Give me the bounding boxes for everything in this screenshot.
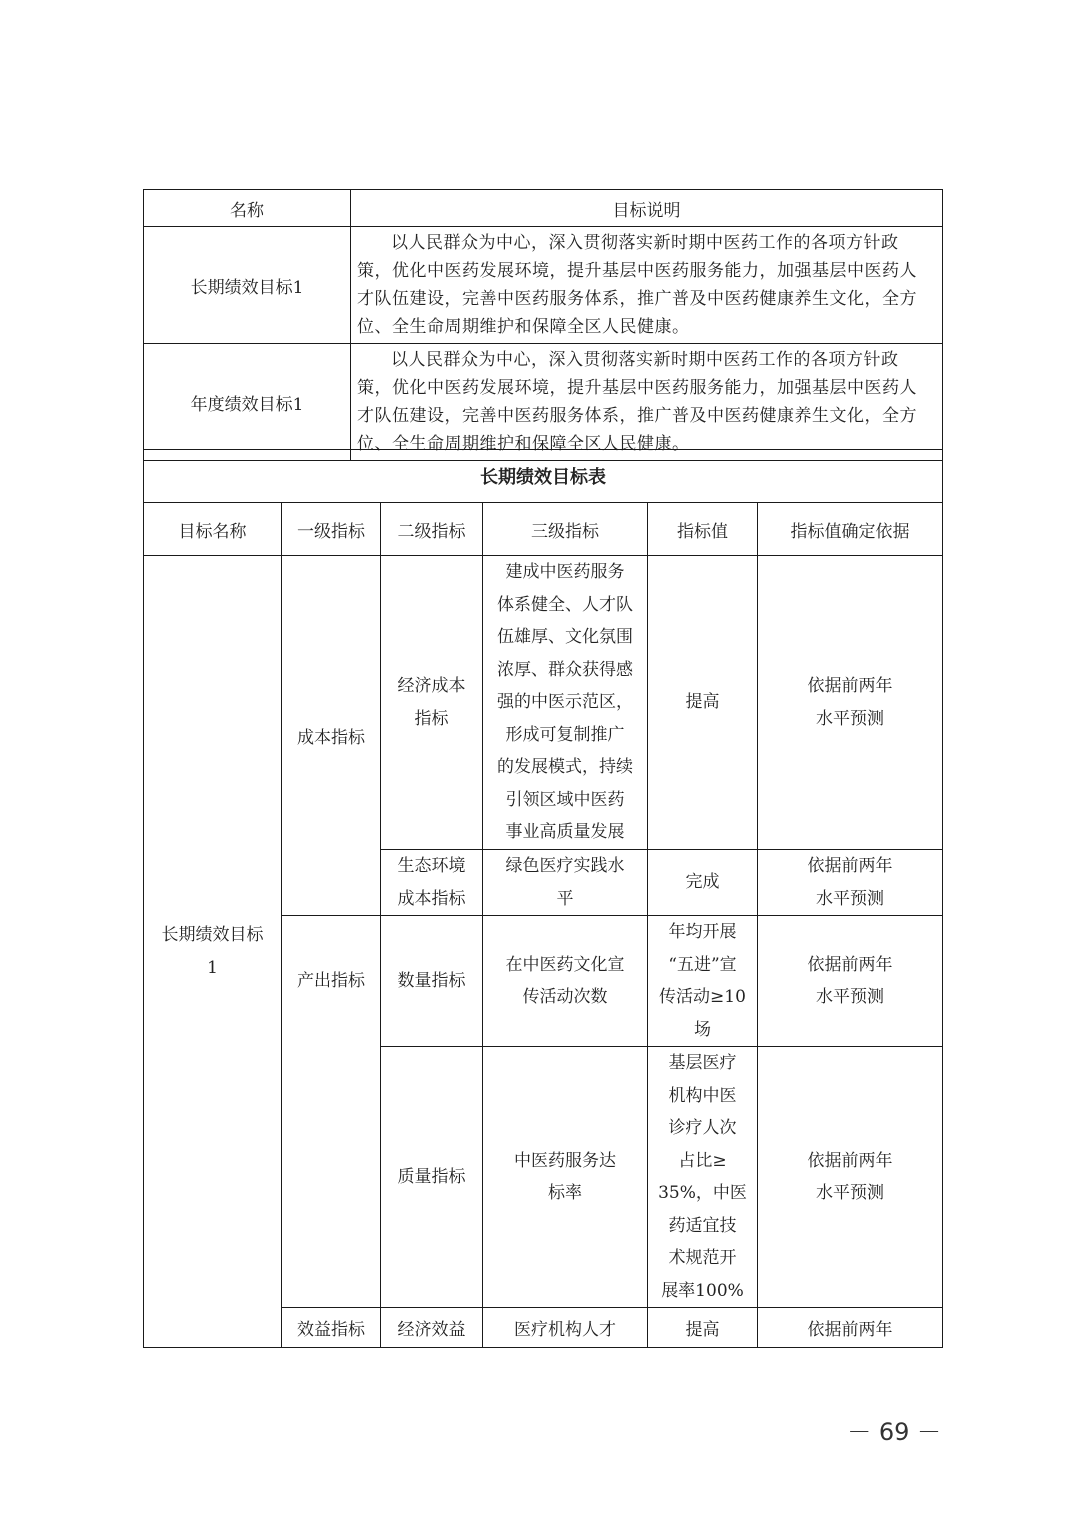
- goal-summary-table: [143, 189, 943, 461]
- table-row: [144, 556, 943, 850]
- summary-header-name: 名称: [144, 190, 351, 227]
- level1-cost: 成本指标: [282, 556, 381, 916]
- value-cell: 年均开展 “五进”宣 传活动≥10 场: [648, 916, 758, 1047]
- value-cell: 提高: [648, 556, 758, 850]
- level2-cell: 经济效益: [381, 1308, 483, 1348]
- goal-name-cell: 长期绩效目标 1: [144, 556, 282, 1348]
- summary-row-annual: [144, 344, 943, 461]
- header-value: 指标值: [648, 503, 758, 556]
- summary-row-desc: 以人民群众为中心，深入贯彻落实新时期中医药工作的各项方针政策，优化中医药发展环境，提升基层中医药服务能力，加强基层中医药人才队伍建设，完善中医药服务体系，推广普及中医药健康养生文化，全方位、全生命周期维护和保障全区人民健康。: [351, 344, 943, 461]
- level1-output: 产出指标: [282, 916, 381, 1308]
- basis-cell: 依据前两年 水平预测: [758, 850, 943, 916]
- summary-header-row: [144, 190, 943, 227]
- summary-row-name: 长期绩效目标1: [144, 227, 351, 344]
- level2-cell: 经济成本 指标: [381, 556, 483, 850]
- level2-cell: 生态环境 成本指标: [381, 850, 483, 916]
- value-cell: 基层医疗 机构中医 诊疗人次 占比≥ 35%，中医 药适宜技 术规范开 展率100%: [648, 1047, 758, 1308]
- header-level3: 三级指标: [483, 503, 648, 556]
- level3-cell: 医疗机构人才: [483, 1308, 648, 1348]
- basis-cell: 依据前两年 水平预测: [758, 916, 943, 1047]
- value-cell: 完成: [648, 850, 758, 916]
- header-basis: 指标值确定依据: [758, 503, 943, 556]
- level3-cell: 建成中医药服务 体系健全、人才队 伍雄厚、文化氛围 浓厚、群众获得感 强的中医示范区， 形成可复制推广 的发展模式，持续 引领区域中医药 事业高质量发展: [483, 556, 648, 850]
- level2-cell: 质量指标: [381, 1047, 483, 1308]
- header-level2: 二级指标: [381, 503, 483, 556]
- basis-cell: 依据前两年 水平预测: [758, 1047, 943, 1308]
- page-number: － 69 －: [847, 1418, 941, 1446]
- goal-table-title: 长期绩效目标表: [144, 450, 943, 503]
- level3-cell: 中医药服务达 标率: [483, 1047, 648, 1308]
- long-term-goal-table: [143, 449, 943, 1348]
- header-goal-name: 目标名称: [144, 503, 282, 556]
- level3-cell: 绿色医疗实践水 平: [483, 850, 648, 916]
- goal-table-header-row: [144, 503, 943, 556]
- basis-cell: 依据前两年 水平预测: [758, 556, 943, 850]
- summary-header-desc: 目标说明: [351, 190, 943, 227]
- summary-row-name: 年度绩效目标1: [144, 344, 351, 461]
- value-cell: 提高: [648, 1308, 758, 1348]
- level3-cell: 在中医药文化宣 传活动次数: [483, 916, 648, 1047]
- summary-row-desc: 以人民群众为中心，深入贯彻落实新时期中医药工作的各项方针政策，优化中医药发展环境，提升基层中医药服务能力，加强基层中医药人才队伍建设，完善中医药服务体系，推广普及中医药健康养生文化，全方位、全生命周期维护和保障全区人民健康。: [351, 227, 943, 344]
- level1-benefit: 效益指标: [282, 1308, 381, 1348]
- header-level1: 一级指标: [282, 503, 381, 556]
- summary-row-long-term: [144, 227, 943, 344]
- level2-cell: 数量指标: [381, 916, 483, 1047]
- basis-cell: 依据前两年: [758, 1308, 943, 1348]
